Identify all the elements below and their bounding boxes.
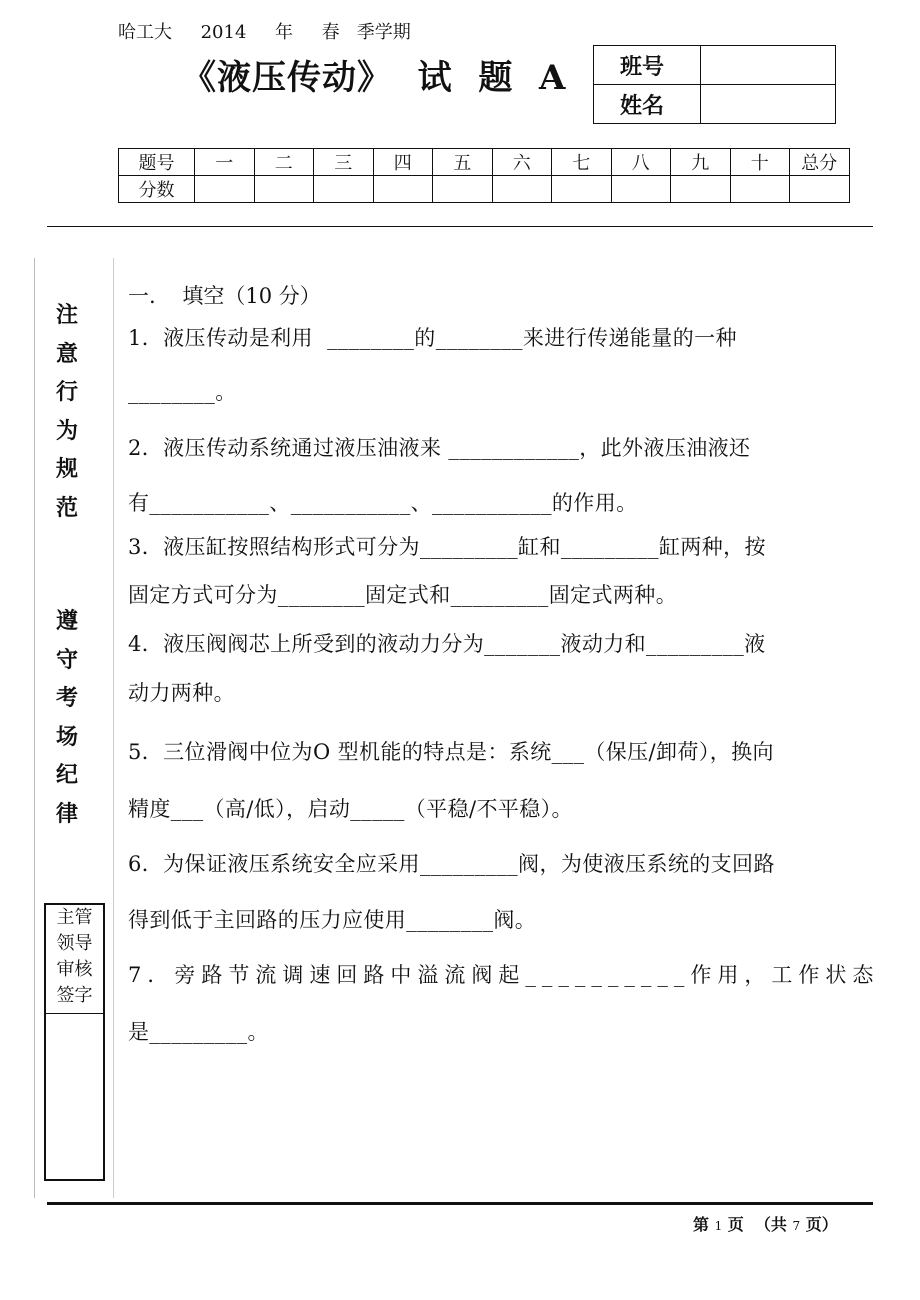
- footer-divider: [47, 1202, 873, 1205]
- vertical-char: 为: [55, 417, 78, 444]
- vertical-char: 遵: [55, 608, 78, 634]
- vertical-char: 守: [55, 646, 78, 673]
- page-total: 7: [792, 1219, 801, 1233]
- score-header-cell: 一: [195, 149, 255, 176]
- score-header-cell: 十: [730, 149, 790, 176]
- page-footer: [693, 1212, 838, 1235]
- question-line: 3．液压缸按照结构形式可分为_________缸和_________缸两种，按: [128, 535, 766, 559]
- score-cell[interactable]: [433, 176, 493, 203]
- signature-header: [46, 905, 103, 1014]
- score-header-cell: 五: [433, 149, 493, 176]
- vertical-char: 范: [55, 494, 78, 521]
- page-number: 1: [714, 1219, 723, 1233]
- semester-line: 哈工大 2014 年 春 季学期: [118, 22, 411, 43]
- question-line: 得到低于主回路的压力应使用________阀。: [128, 908, 537, 932]
- signature-header-line: 签字: [56, 985, 93, 1006]
- score-row: [119, 176, 850, 203]
- question-line: 5．三位滑阀中位为O 型机能的特点是：系统___（保压/卸荷），换向: [128, 740, 774, 764]
- score-cell[interactable]: [790, 176, 850, 203]
- score-header-cell: 四: [373, 149, 433, 176]
- score-header-cell: 六: [492, 149, 552, 176]
- footer-middle: 页 （共: [722, 1215, 793, 1234]
- vertical-char: 行: [55, 379, 78, 405]
- question-line: 有___________、___________、___________的作用。: [128, 491, 638, 515]
- score-header-cell: 七: [552, 149, 612, 176]
- vertical-char: 律: [55, 800, 78, 827]
- score-header-cell: 总分: [790, 149, 850, 176]
- supervisor-signature-box[interactable]: [44, 903, 105, 1181]
- vertical-char: 考: [55, 685, 78, 711]
- score-header-cell: 九: [671, 149, 731, 176]
- name-label: 姓名: [594, 85, 701, 124]
- vertical-char: 纪: [55, 762, 78, 788]
- exam-title: 《液压传动》 试 题 A: [182, 58, 567, 98]
- score-cell[interactable]: [254, 176, 314, 203]
- vertical-char: 场: [55, 723, 78, 750]
- footer-suffix: 页）: [800, 1215, 838, 1234]
- question-line: 6．为保证液压系统安全应采用_________阀，为使液压系统的支回路: [128, 852, 775, 876]
- notice-vertical-text: [52, 296, 82, 527]
- question-line: 精度___（高/低），启动_____（平稳/不平稳）。: [128, 797, 573, 821]
- class-number-label: 班号: [594, 46, 701, 85]
- student-info-table: [593, 45, 836, 124]
- score-header-cell: 八: [611, 149, 671, 176]
- question-line: ________。: [128, 380, 237, 404]
- footer-prefix: 第: [693, 1215, 715, 1234]
- discipline-vertical-text: [52, 602, 82, 833]
- score-cell[interactable]: [671, 176, 731, 203]
- score-row-label: 分数: [119, 176, 195, 203]
- section-heading: 一. 填空（10 分）: [128, 284, 321, 308]
- score-header-cell: 三: [314, 149, 374, 176]
- question-number-row: [119, 149, 850, 176]
- question-line: 是_________。: [128, 1020, 269, 1044]
- signature-header-line: 审核: [56, 959, 93, 980]
- score-cell[interactable]: [373, 176, 433, 203]
- vertical-char: 注: [55, 302, 78, 328]
- vertical-char: 规: [55, 456, 78, 482]
- question-line: 4．液压阀阀芯上所受到的液动力分为_______液动力和_________液: [128, 632, 766, 656]
- score-cell[interactable]: [492, 176, 552, 203]
- score-cell[interactable]: [314, 176, 374, 203]
- score-cell[interactable]: [611, 176, 671, 203]
- vertical-char: 意: [55, 340, 78, 367]
- score-table: [118, 148, 850, 203]
- question-line: 1．液压传动是利用 ________的________来进行传递能量的一种: [128, 326, 737, 350]
- question-line: 7．旁路节流调速回路中溢流阀起__________作用，工作状态: [128, 963, 880, 987]
- score-header-cell: 二: [254, 149, 314, 176]
- question-line: 固定方式可分为________固定式和_________固定式两种。: [128, 583, 678, 607]
- name-field[interactable]: [701, 85, 836, 124]
- header-divider: [47, 226, 873, 227]
- question-line: 2．液压传动系统通过液压油液来 ____________，此外液压油液还: [128, 436, 751, 460]
- signature-header-line: 主管: [56, 907, 93, 928]
- signature-header-line: 领导: [56, 933, 93, 954]
- score-cell[interactable]: [730, 176, 790, 203]
- score-header-cell: 题号: [119, 149, 195, 176]
- score-cell[interactable]: [552, 176, 612, 203]
- class-number-field[interactable]: [701, 46, 836, 85]
- question-line: 动力两种。: [128, 681, 235, 705]
- score-cell[interactable]: [195, 176, 255, 203]
